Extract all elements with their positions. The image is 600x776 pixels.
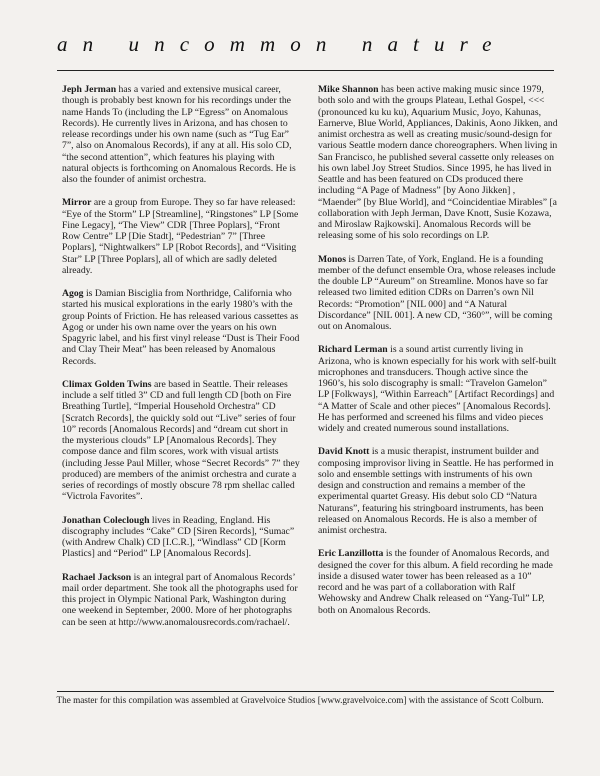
artist-name: Richard Lerman xyxy=(318,344,388,356)
artist-name: Rachael Jackson xyxy=(62,571,132,583)
bio-text: has a varied and extensive musical career, though is probably best known for his recordings under the name Hands To (including the LP “Egress” on Anomalous Records). He currently lives in Arizona, and has chosen to release recordings under his own name (such as “Tug Ear” 7”, also on Anomalous Records), if any at all. His solo CD, “the second attention”, which features his playing with natural objects is forthcoming on Anomalous Records. He is also the founder of animist orchestra. xyxy=(62,84,296,185)
bio-text: is Darren Tate, of York, England. He is a founding member of the defunct ensemble Ora, whose releases include the double LP “Aureum” on Streamline. Monos have so far released two limited edition CDRs on Darren’s own Nil Records: “Promotion” [NIL 000] and “A Natural Discordance” [NIL 001]. A new CD, “360°”, will be coming out on Anomalous. xyxy=(318,253,556,332)
bio-entry xyxy=(318,446,558,536)
bio-entry xyxy=(318,254,558,333)
right-column xyxy=(318,84,558,628)
bio-text: lives in Reading, England. His discography includes “Cake” CD [Siren Records], “Sumac” (with Andrew Chalk) CD [I.C.R.], “Windlass” CD [Korm Plastics] and “Period” LP [Anomalous Records]. xyxy=(62,514,295,560)
artist-name: David Knott xyxy=(318,446,370,458)
bio-text: are based in Seattle. Their releases include a self titled 3” CD and full length CD [both on Fire Breathing Turtle], “Imperial Household Orchestra” CD [Scratch Records], the quickly sold out “Live” series of four 10” records [Anomalous Records] and “dream cut short in the mysterious clouds” LP [Anomalous Records]. They compose dance and film scores, work with visual artists (including Jesse Paul Miller, whose “Secret Records” 7” they produced) are members of the animist orchestra and curate a series of recordings of mostly obscure 78 rpm shellac called “Victrola Favorites”. xyxy=(62,378,300,503)
artist-name: Mike Shannon xyxy=(318,84,379,95)
bio-text: has been active making music since 1979, both solo and with the groups Plateau, Lethal Gospel, <<< (pronounced ku ku ku), Aquarium Music, Joyo, Kahunas, Earnerve, Blue World, Appliances, Dakinis, Aono Jikken, and animist orchestra as well as creating music/sound-design for various Seattle modern dance choreographers. When living in San Francisco, he published several cassette only releases on his own label Joy Street Studios. Since 1995, he has lived in Seattle and has been featured on CDs produced there including “A Page of Madness” [by Aono Jikken] , “Maender” [by Blue World], and “Coincidentiae Mirables” [a collaboration with Jeph Jerman, Dave Knott, Susie Kozawa, and Miroslaw Rajkowski]. Anomalous Records will be releasing some of his solo recordings on LP. xyxy=(318,84,558,242)
bottom-divider xyxy=(57,691,554,692)
artist-name: Jeph Jerman xyxy=(62,84,117,95)
bio-entry xyxy=(318,84,558,242)
footer-credit: The master for this compilation was assembled at Gravelvoice Studios [www.gravelvoice.com] with the assistance of Scott Colburn. xyxy=(56,695,544,705)
page-title: an uncommon nature xyxy=(57,32,507,56)
bio-entry xyxy=(62,515,300,560)
artist-name: Monos xyxy=(318,253,346,265)
bio-entry xyxy=(62,84,300,185)
bio-entry xyxy=(62,572,300,628)
artist-name: Eric Lanzillotta xyxy=(318,548,384,560)
bio-text: is an integral part of Anomalous Records’ mail order department. She took all the photographs used for this project in Olympic National Park, Washington during one weekend in September, 2000. More of her photographs can be seen at http://www.anomalousrecords.com/rachael/. xyxy=(62,571,298,628)
bio-text: is a sound artist currently living in Arizona, who is known especially for his work with self-built microphones and transducers. Though active since the 1960’s, his solo discography is small: “Travelon Gamelon” LP [Folkways], “Within Earreach” [Artifact Recordings] and “A Matter of Scale and other pieces” [Anomalous Records]. He has performed and screened his films and video pieces widely and created numerous sound installations. xyxy=(318,344,557,434)
artist-name: Agog xyxy=(62,288,84,299)
artist-name: Jonathan Coleclough xyxy=(62,514,150,526)
bio-text: are a group from Europe. They so far have released: “Eye of the Storm” LP [Streamline], “Ringstones” LP [Some Fine Legacy], “The View” CDR [Three Poplars], “Front Row Centre” LP [Die Stadt], “Pedestrian” 7” [Three Poplars], “Nightwalkers” LP [Robot Records], and “Visiting Star” LP [Three Poplars], all of which are sadly deleted already. xyxy=(62,197,299,276)
artist-name: Mirror xyxy=(62,197,92,209)
bio-text: is Damian Bisciglia from Northridge, California who started his musical explorations in the early 1980’s with the group Points of Friction. He has released various cassettes as Agog or under his own name over the years on his own Spagyric label, and his first vinyl release “Dust is Their Food and Clay Their Meat” has been released by Anomalous Records. xyxy=(62,288,300,367)
bio-entry xyxy=(318,344,558,434)
bio-text: is the founder of Anomalous Records, and designed the cover for this album. A field recording he made inside a disused water tower has been released as a 10” record and he was part of a collaboration with Ralf Wehowsky and Andrew Chalk released on “Yang-Tul” LP, both on Anomalous Records. xyxy=(318,548,553,616)
top-divider xyxy=(57,70,554,71)
bio-entry xyxy=(62,288,300,367)
artist-name: Climax Golden Twins xyxy=(62,378,152,390)
bio-entry xyxy=(62,197,300,276)
bio-text: is a music therapist, instrument builder and composing improvisor living in Seattle. He has performed in solo and ensemble settings with instruments of his own design and construction and remains a member of the experimental quartet Greasy. His debut solo CD “Natura Naturans”, featuring his stringboard instruments, has been released on Anomalous Records. He is also a member of animist orchestra. xyxy=(318,446,554,536)
left-column xyxy=(62,84,300,640)
bio-entry xyxy=(62,379,300,503)
bio-entry xyxy=(318,548,558,616)
